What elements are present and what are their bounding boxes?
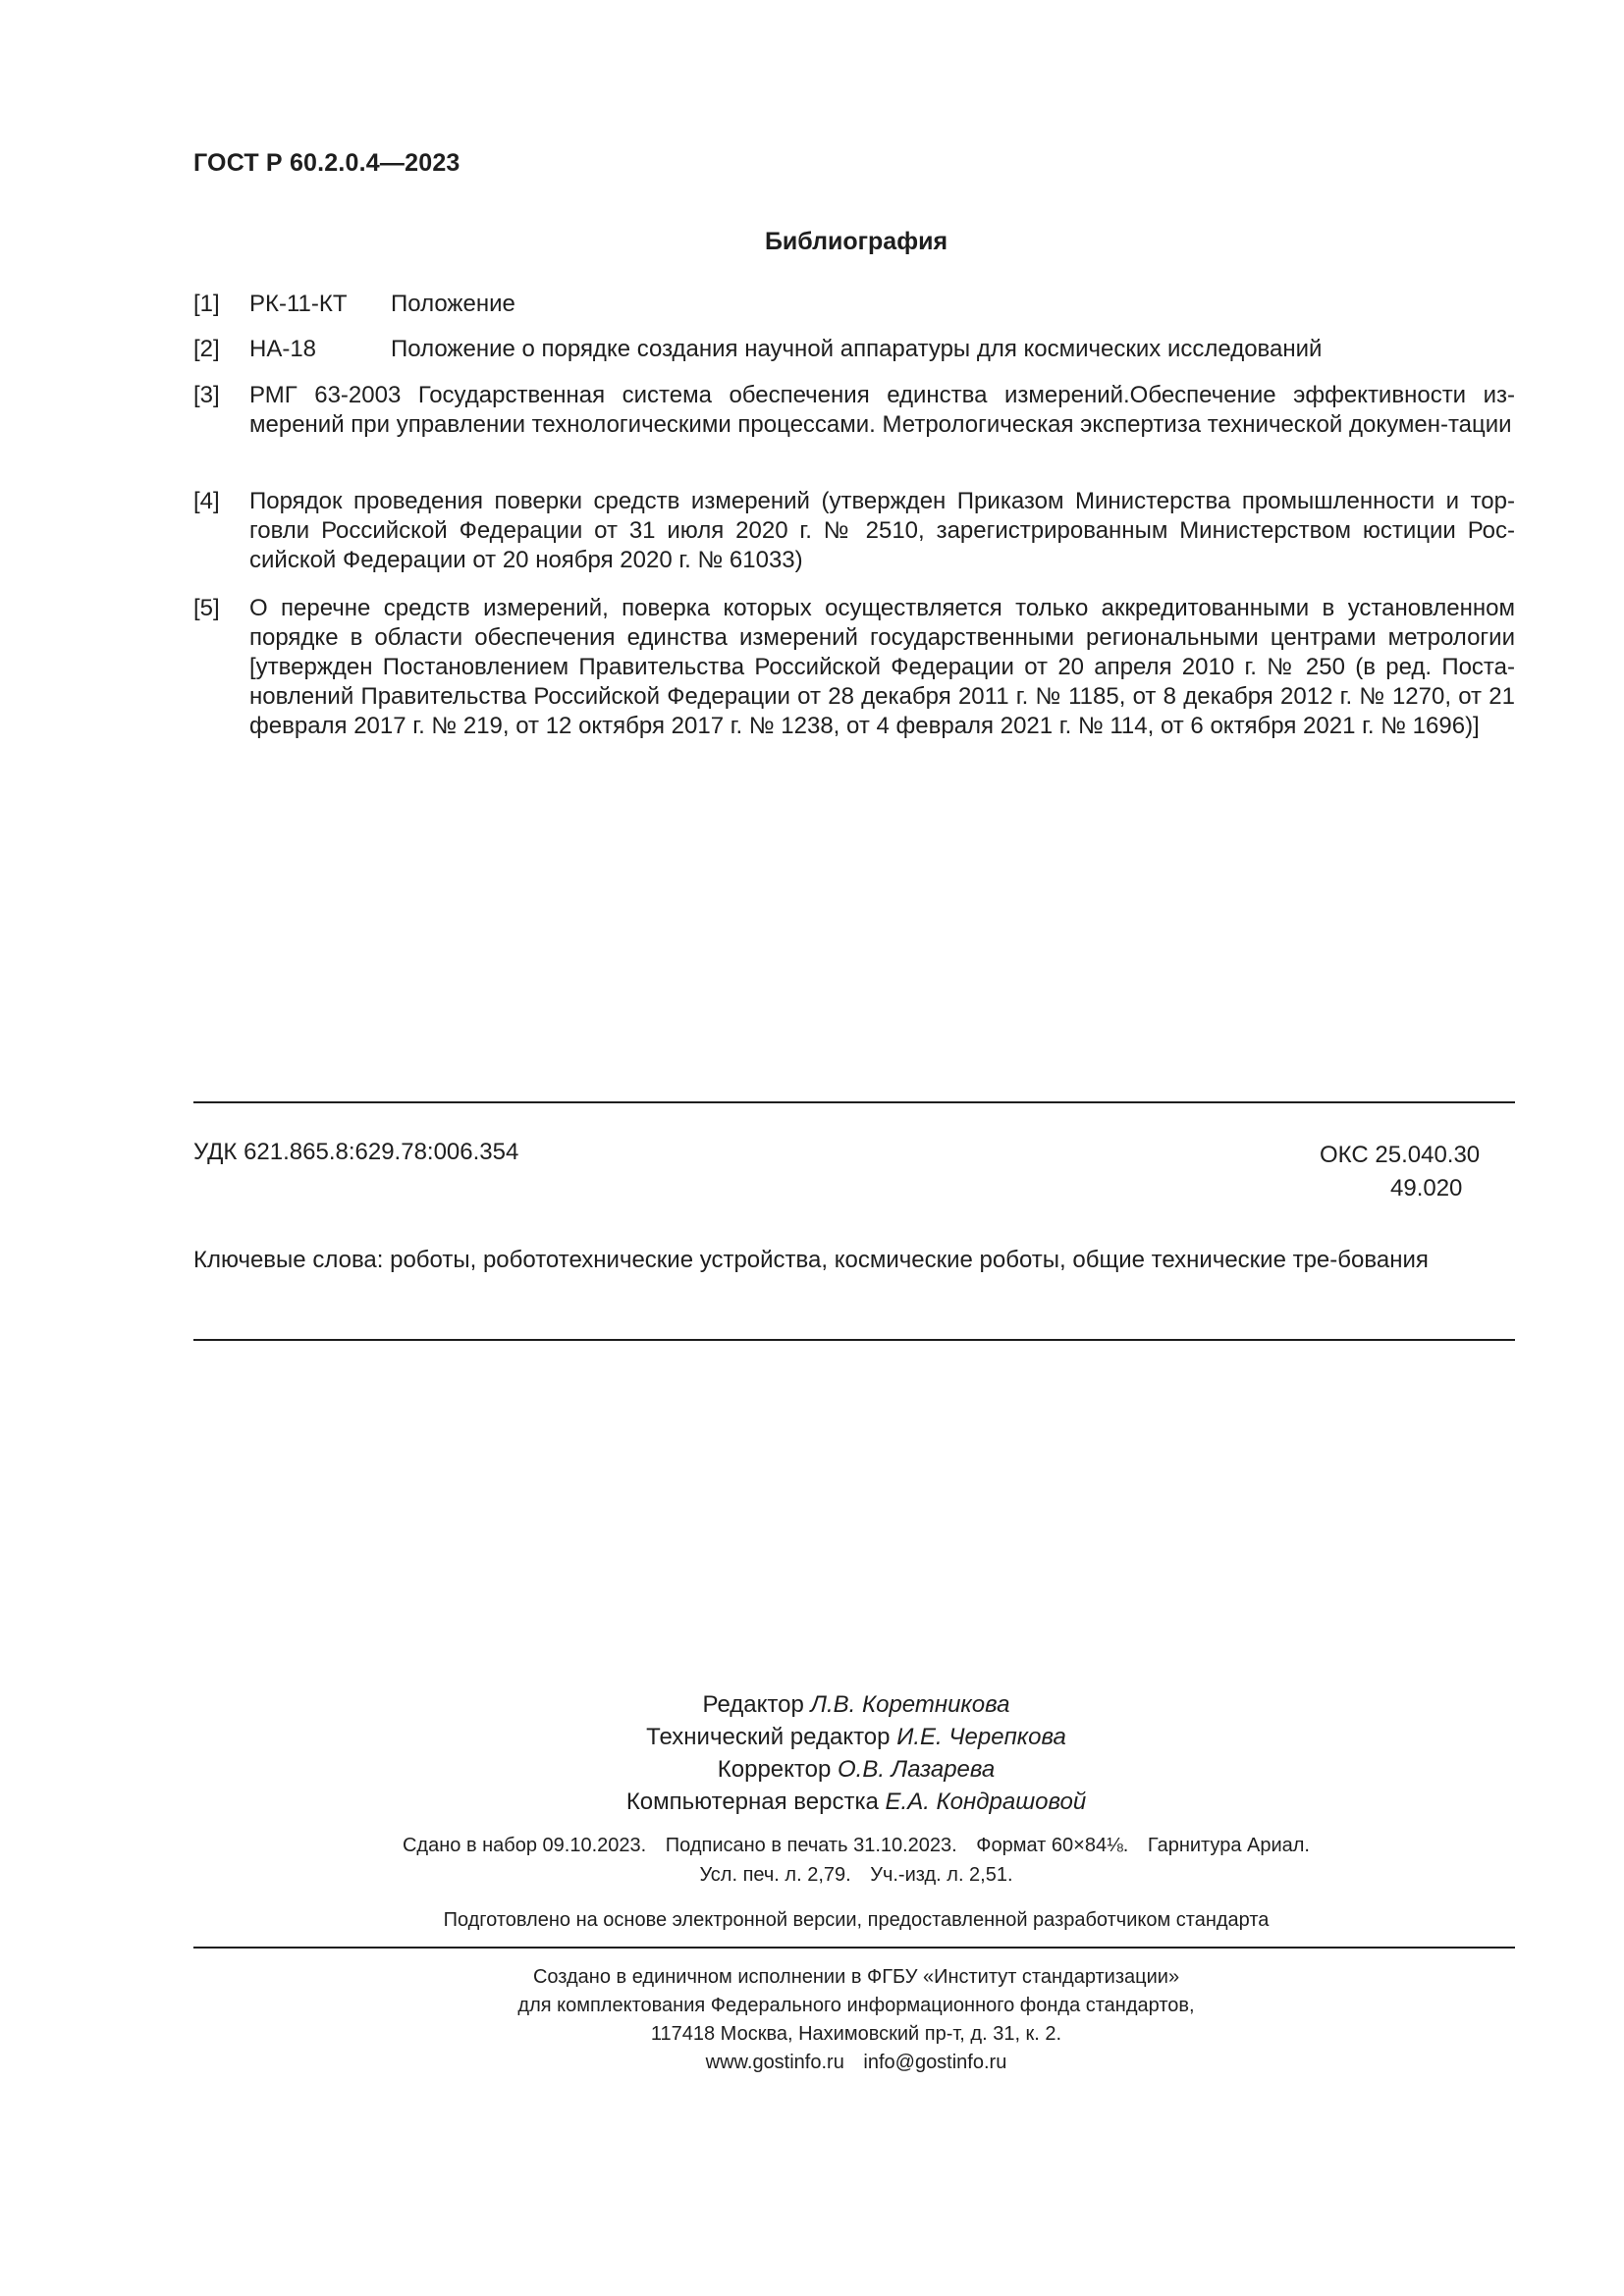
- credit-corrector: [0, 1753, 1624, 1786]
- bibliography-entry-number: [3]: [193, 382, 220, 408]
- publisher-info: [0, 1963, 1624, 2077]
- publisher-website[interactable]: www.gostinfo.ru: [705, 2052, 844, 2073]
- standard-code-header: ГОСТ Р 60.2.0.4—2023: [193, 149, 460, 177]
- bibliography-entry-3: [193, 381, 1515, 440]
- oks-code-secondary: 49.020: [1390, 1175, 1463, 1201]
- publisher-email[interactable]: info@gostinfo.ru: [863, 2052, 1007, 2073]
- credit-layout: [0, 1786, 1624, 1818]
- bibliography-title: Библиография: [764, 228, 948, 255]
- publication-sheets: Уч.-изд. л. 2,51.: [870, 1864, 1013, 1886]
- bibliography-entry-code: РК-11-КТ: [249, 291, 348, 317]
- bibliography-entry-text: РМГ 63-2003 Государственная система обеспечения единства измерений.Обеспечение эффективности из-мерений при управлении технологическими процессами. Метрологическая экспертиза технической докумен-тации: [249, 382, 1515, 438]
- credit-role: Технический редактор: [646, 1724, 891, 1750]
- print-info-line-2: [0, 1860, 1624, 1890]
- bibliography-entry-number: [4]: [193, 488, 220, 514]
- bibliography-entry-text: О перечне средств измерений, поверка которых осуществляется только аккредитованными в установленном порядке в области обеспечения единства измерений государственными региональными центрами метрологии [утвержден Постановлением Правительства Российской Федерации от 20 апреля 2010 г. № 250 (в ред. Поста-новлений Правительства Российской Федерации от 28 декабря 2011 г. № 1185, от 8 декабря 2012 г. № 1270, от 21 февраля 2017 г. № 219, от 12 октября 2017 г. № 1238, от 4 февраля 2021 г. № 114, от 6 октября 2021 г. № 1696)]: [249, 595, 1515, 739]
- bibliography-entry-number: [2]: [193, 336, 220, 362]
- keywords: Ключевые слова: роботы, робототехнические устройства, космические роботы, общие технические тре-бования: [193, 1247, 1429, 1273]
- print-signed: Подписано в печать 31.10.2023.: [665, 1835, 957, 1856]
- bibliography-entry-text: Порядок проведения поверки средств измерений (утвержден Приказом Министерства промышленности и тор-говли Российской Федерации от 31 июля 2020 г. № 2510, зарегистрированным Министерством юстиции Рос-сийской Федерации от 20 ноября 2020 г. № 61033): [249, 488, 1515, 573]
- credits-block: [0, 1688, 1624, 1818]
- udk-code: УДК 621.865.8:629.78:006.354: [193, 1139, 519, 1165]
- bibliography-entry-2: [193, 335, 1515, 364]
- divider-middle: [193, 1339, 1515, 1341]
- credit-technical-editor: [0, 1721, 1624, 1753]
- credit-person: И.Е. Черепкова: [896, 1724, 1066, 1750]
- print-info: [0, 1831, 1624, 1890]
- bibliography-entry-number: [1]: [193, 291, 220, 317]
- bibliography-entry-title: Положение о порядке создания научной аппаратуры для космических исследований: [391, 336, 1323, 362]
- publisher-line-2: для комплектования Федерального информационного фонда стандартов,: [517, 1995, 1195, 2016]
- prepared-note: Подготовлено на основе электронной версии, предоставленной разработчиком стандарта: [443, 1909, 1270, 1931]
- bibliography-entry-4: [193, 487, 1515, 575]
- credit-role: Компьютерная верстка: [625, 1789, 879, 1815]
- print-sheets: Усл. печ. л. 2,79.: [699, 1864, 851, 1886]
- credit-role: Редактор: [702, 1691, 804, 1718]
- credit-person: Л.В. Коретникова: [810, 1691, 1010, 1718]
- divider-bottom: [193, 1947, 1515, 1949]
- credit-person: О.В. Лазарева: [838, 1756, 996, 1783]
- bibliography-entry-1: [193, 290, 1515, 319]
- bibliography-entry-5: [193, 594, 1515, 741]
- divider-top: [193, 1101, 1515, 1103]
- credit-editor: [0, 1688, 1624, 1721]
- credit-person: Е.А. Кондрашовой: [885, 1789, 1087, 1815]
- oks-code-primary: ОКС 25.040.30: [1320, 1142, 1481, 1168]
- publisher-address: 117418 Москва, Нахимовский пр-т, д. 31, к. 2.: [650, 2023, 1062, 2045]
- publisher-line-1: Создано в единичном исполнении в ФГБУ «Институт стандартизации»: [532, 1966, 1180, 1988]
- oks-codes: [1320, 1139, 1480, 1205]
- print-submitted: Сдано в набор 09.10.2023.: [402, 1835, 647, 1856]
- bibliography-entry-code: НА-18: [249, 336, 317, 362]
- print-format: Формат 60×84⅛.: [976, 1835, 1129, 1856]
- bibliography-entry-number: [5]: [193, 595, 220, 621]
- publisher-contacts: [0, 2049, 1624, 2077]
- bibliography-entry-title: Положение: [391, 291, 515, 317]
- print-info-line-1: [0, 1831, 1624, 1860]
- credit-role: Корректор: [717, 1756, 832, 1783]
- print-typeface: Гарнитура Ариал.: [1147, 1835, 1310, 1856]
